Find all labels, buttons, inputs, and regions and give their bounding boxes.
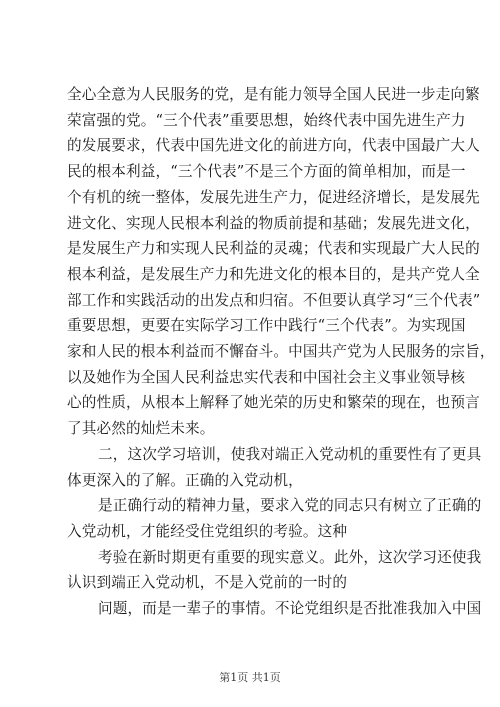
body-line: 进文化、实现人民根本利益的物质前提和基础；发展先进文化， bbox=[67, 214, 480, 232]
body-line: 问题，而是一辈子的事情。不论党组织是否批准我加入中国 bbox=[98, 600, 482, 618]
body-line: 荣富强的党。“三个代表”重要思想，始终代表中国先进生产力 bbox=[67, 111, 466, 129]
body-line: 部工作和实践活动的出发点和归宿。不但要认真学习“三个代表” bbox=[67, 291, 481, 309]
body-line: 考验在新时期更有重要的现实意义。此外，这次学习还使我 bbox=[98, 548, 482, 566]
body-line: 根本利益，是发展生产力和先进文化的根本目的，是共产党人全 bbox=[67, 265, 480, 283]
body-line: 的发展要求，代表中国先进文化的前进方向，代表中国最广大人 bbox=[67, 137, 480, 155]
body-line: 重要思想，更要在实际学习工作中践行“三个代表”。为实现国 bbox=[67, 317, 466, 335]
body-line: 家和人民的根本利益而不懈奋斗。中国共产党为人民服务的宗旨， bbox=[67, 343, 495, 361]
body-line: 以及她作为全国人民利益忠实代表和中国社会主义事业领导核 bbox=[67, 368, 466, 386]
body-line: 了其必然的灿烂未来。 bbox=[67, 420, 215, 438]
body-line: 个有机的统一整体，发展先进生产力，促进经济增长，是发展先 bbox=[67, 188, 480, 206]
body-line: 入党动机，才能经受住党组织的考验。这种 bbox=[67, 522, 348, 540]
body-line: 民的根本利益，“三个代表”不是三个方面的简单相加，而是一 bbox=[67, 163, 466, 181]
body-line: 全心全意为人民服务的党，是有能力领导全国人民进一步走向繁 bbox=[67, 86, 480, 103]
body-line: 是正确行动的精神力量，要求入党的同志只有树立了正确的 bbox=[98, 497, 482, 515]
document-body bbox=[67, 82, 495, 622]
body-line: 二，这次学习培训，使我对端正入党动机的重要性有了更具 bbox=[98, 445, 482, 463]
body-line: 是发展生产力和实现人民利益的灵魂；代表和实现最广大人民的 bbox=[67, 240, 480, 258]
body-line: 认识到端正入党动机，不是入党前的一时的 bbox=[67, 574, 348, 592]
page-footer: 第1页 共1页 bbox=[219, 671, 281, 684]
body-line: 心的性质，从根本上解释了她光荣的历史和繁荣的现在，也预言 bbox=[67, 394, 480, 412]
body-line: 体更深入的了解。正确的入党动机， bbox=[67, 471, 303, 489]
